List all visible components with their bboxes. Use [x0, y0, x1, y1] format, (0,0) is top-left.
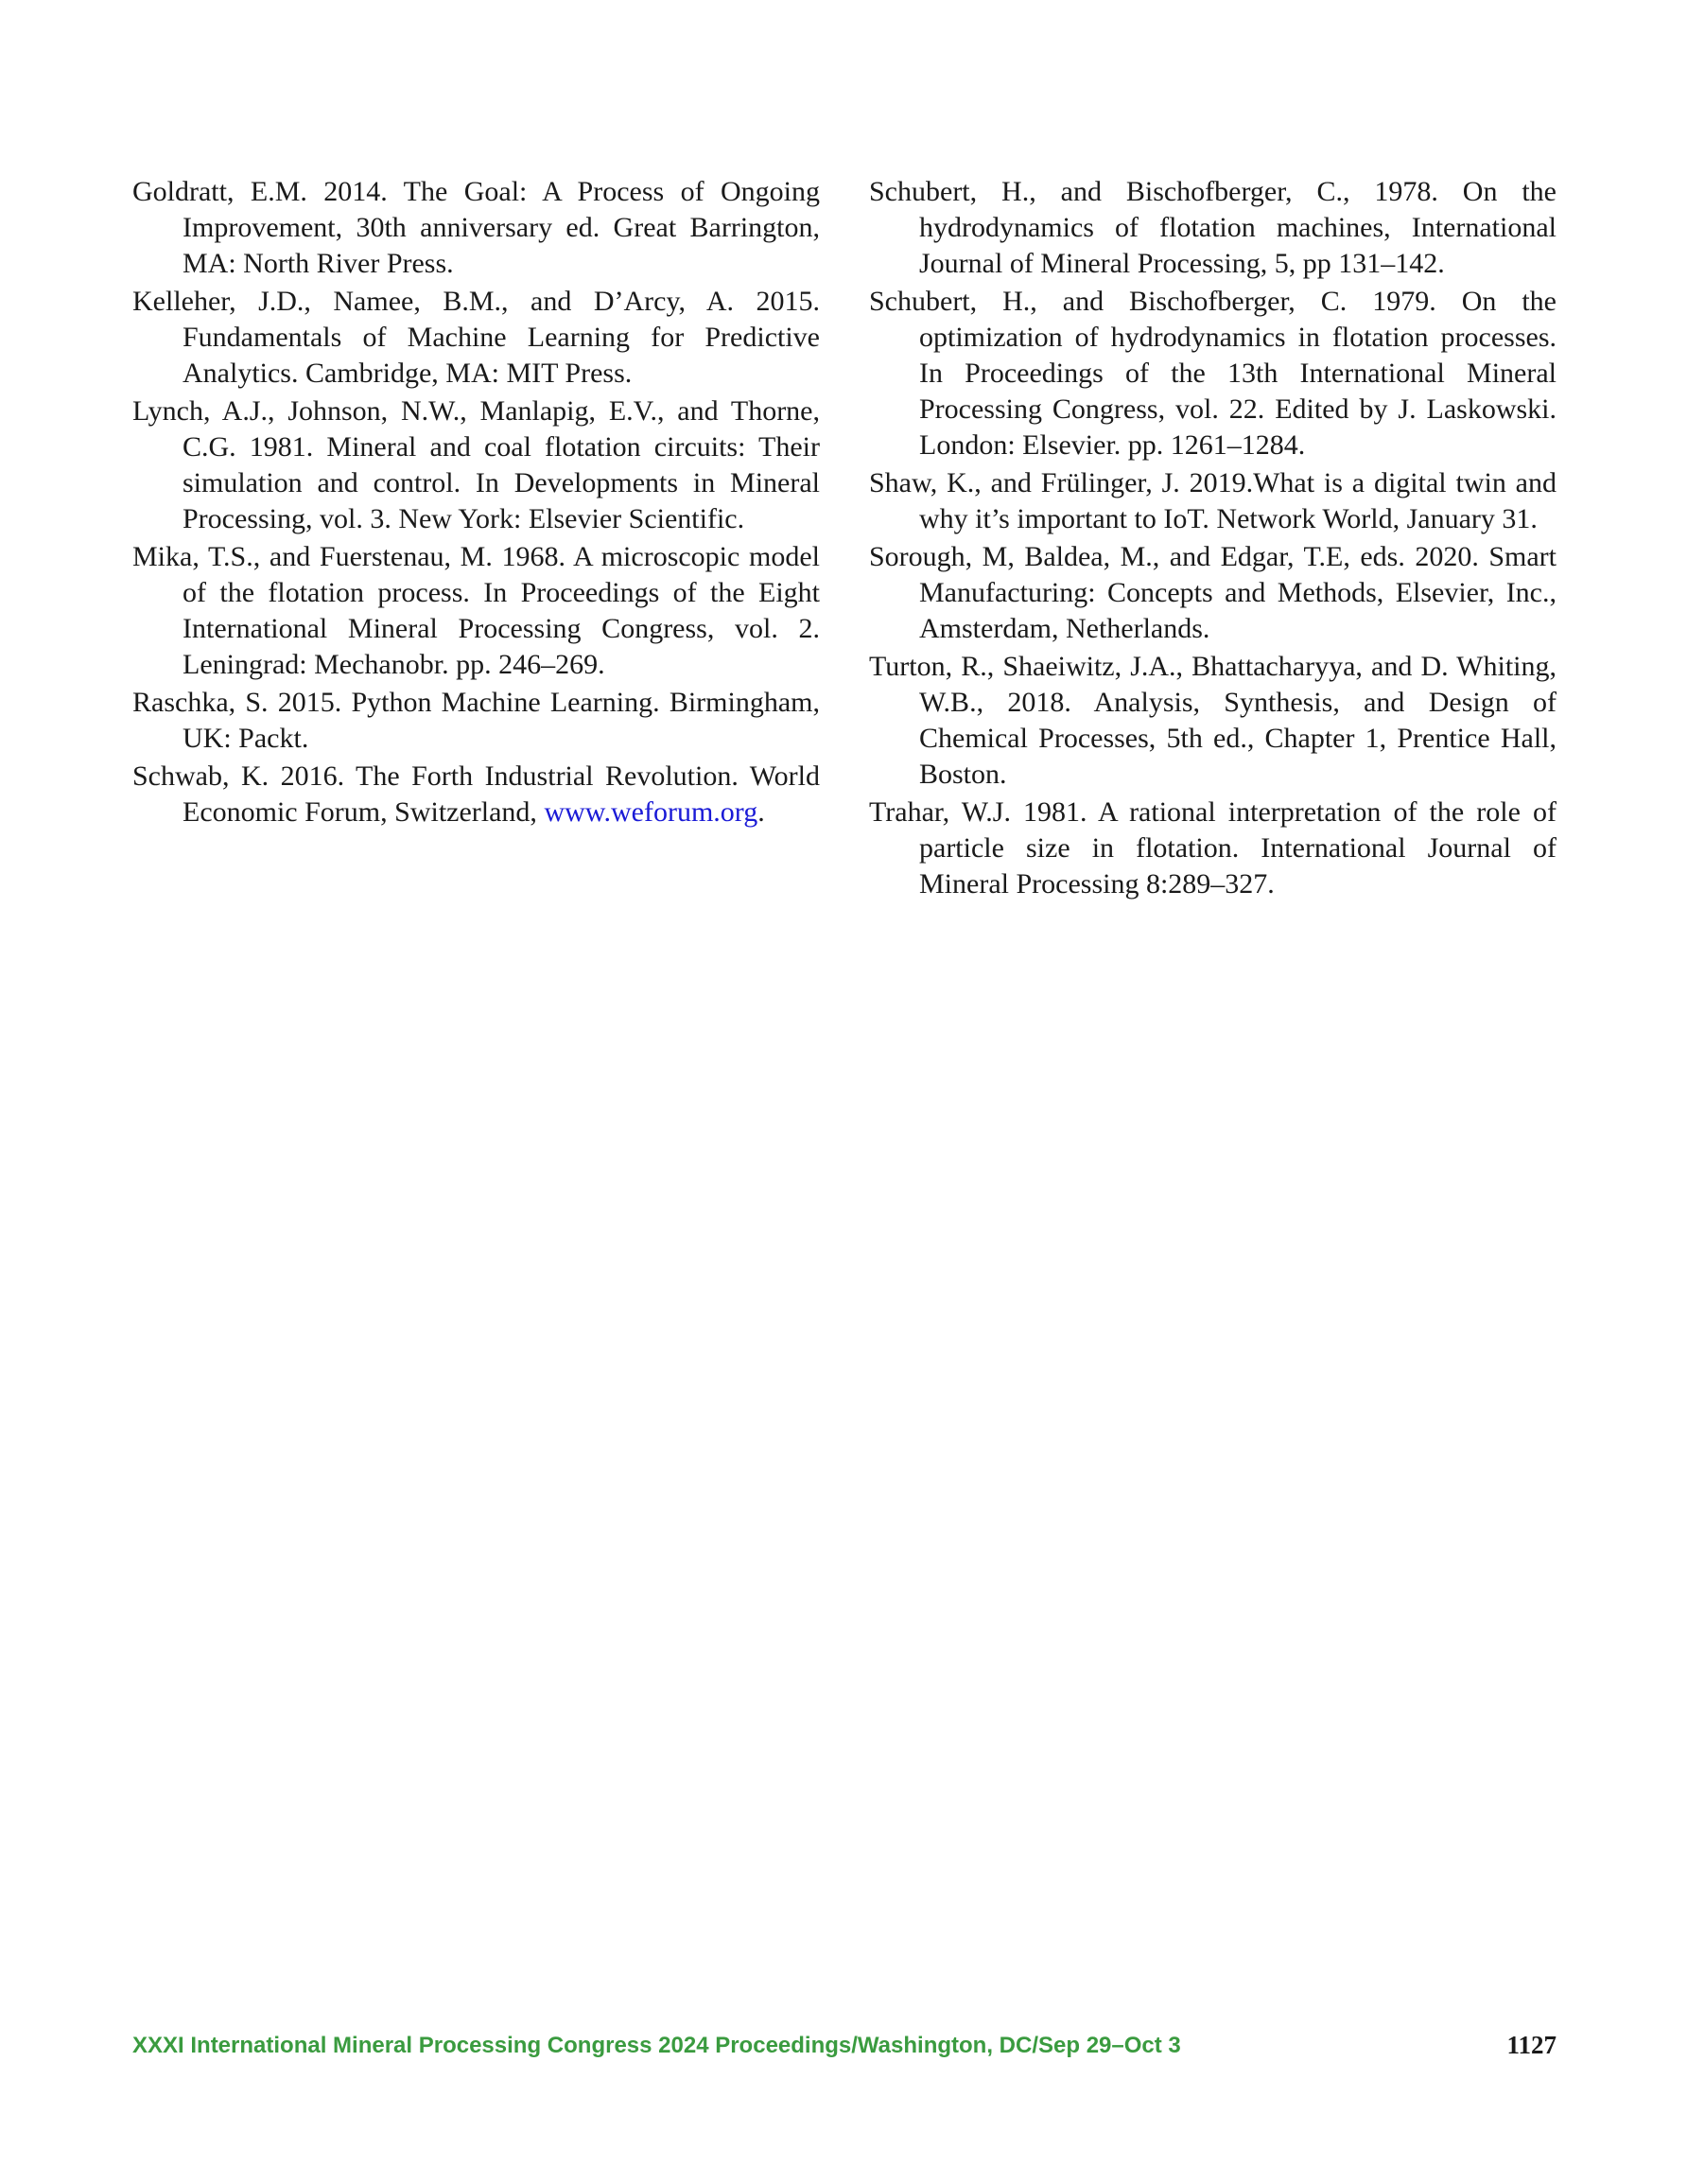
reference-entry — [132, 685, 820, 757]
reference-entry — [869, 284, 1557, 463]
reference-entry — [132, 759, 820, 830]
reference-entry — [869, 465, 1557, 537]
reference-text: Kelleher, J.D., Namee, B.M., and D’Arcy, A. 2015. Fundamentals of Machine Learning for Predictive Analytics. Cambridge, MA: MIT Press. — [132, 286, 820, 389]
reference-text: Shaw, K., and Frülinger, J. 2019.What is a digital twin and why it’s important to IoT. Network World, January 31. — [869, 467, 1557, 534]
reference-entry — [132, 174, 820, 282]
reference-text: Turton, R., Shaeiwitz, J.A., Bhattacharyya, and D. Whiting, W.B., 2018. Analysis, Synthesis, and Design of Chemical Processes, 5th ed., Chapter 1, Prentice Hall, Boston. — [869, 651, 1557, 790]
references-left-column — [132, 174, 820, 832]
reference-text: Mika, T.S., and Fuerstenau, M. 1968. A microscopic model of the flotation process. In Proceedings of the Eight International Mineral Processing Congress, vol. 2. Leningrad: Mechanobr. pp. 246–269. — [132, 541, 820, 680]
reference-text: Trahar, W.J. 1981. A rational interpretation of the role of particle size in flotation. International Journal of Mineral Processing 8:289–327. — [869, 796, 1557, 900]
weforum-link[interactable]: www.weforum.org — [544, 796, 758, 828]
reference-text: Schubert, H., and Bischofberger, C. 1979. On the optimization of hydrodynamics in flotation processes. In Proceedings of the 13th International Mineral Processing Congress, vol. 22. Edited by J. Laskowski. London: Elsevier. pp. 1261–1284. — [869, 286, 1557, 461]
reference-entry — [132, 539, 820, 683]
reference-text: Goldratt, E.M. 2014. The Goal: A Process of Ongoing Improvement, 30th anniversary ed. Great Barrington, MA: North River Press. — [132, 176, 820, 279]
reference-text: Schubert, H., and Bischofberger, C., 1978. On the hydrodynamics of flotation machines, International Journal of Mineral Processing, 5, pp 131–142. — [869, 176, 1557, 279]
reference-text: Raschka, S. 2015. Python Machine Learning. Birmingham, UK: Packt. — [132, 687, 820, 754]
reference-text: Schwab, K. 2016. The Forth Industrial Revolution. World Economic Forum, Switzerland, — [132, 760, 820, 828]
reference-text: Sorough, M, Baldea, M., and Edgar, T.E, eds. 2020. Smart Manufacturing: Concepts and Methods, Elsevier, Inc., Amsterdam, Netherlands. — [869, 541, 1557, 644]
page-number: 1127 — [1506, 2031, 1557, 2059]
reference-entry — [869, 795, 1557, 902]
reference-text: Lynch, A.J., Johnson, N.W., Manlapig, E.V., and Thorne, C.G. 1981. Mineral and coal flotation circuits: Their simulation and control. In Developments in Mineral Processing, vol. 3. New York: Elsevier Scientific. — [132, 395, 820, 534]
reference-entry — [869, 174, 1557, 282]
reference-entry — [869, 649, 1557, 793]
reference-suffix: . — [757, 796, 765, 828]
reference-entry — [132, 393, 820, 537]
reference-entry — [132, 284, 820, 392]
footer-conference-text: XXXI International Mineral Processing Congress 2024 Proceedings/Washington, DC/Sep 29–Oct 3 — [132, 2033, 1181, 2058]
references-right-column — [869, 174, 1557, 904]
reference-entry — [869, 539, 1557, 647]
page-footer — [132, 2033, 1557, 2070]
